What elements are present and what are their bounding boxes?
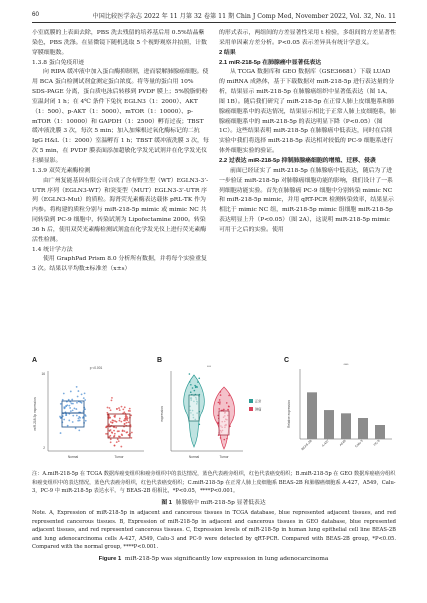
data-point (78, 416, 80, 418)
data-point (60, 432, 62, 434)
data-point (110, 421, 112, 423)
legend-swatch-tumor (249, 407, 253, 411)
figure-title-cn-text: 肺腺癌中 miR-218-5p 显著低表达 (175, 500, 266, 506)
data-point (199, 424, 201, 426)
data-point (122, 429, 124, 431)
figure-title-en (0, 556, 427, 562)
data-point (113, 415, 115, 417)
data-point (85, 415, 87, 417)
data-point (85, 420, 87, 422)
data-point (110, 409, 112, 411)
data-point (75, 408, 77, 410)
panel-c-svg (284, 359, 396, 465)
data-point (126, 431, 128, 433)
figure-title-en-text: miR-218-5p was significantly low expression in lung adenocarcinoma (124, 556, 329, 562)
figure-panel-b (157, 359, 279, 467)
data-point (124, 430, 126, 432)
data-point (116, 441, 118, 443)
data-point (72, 421, 74, 423)
data-point (76, 402, 78, 404)
data-point (84, 392, 86, 394)
data-point (83, 397, 85, 399)
data-point (72, 415, 74, 417)
data-point (68, 405, 70, 407)
data-point (118, 436, 120, 438)
panel-b-box-normal (189, 395, 199, 421)
data-point (218, 402, 220, 404)
panel-a-label: A (32, 357, 38, 364)
data-point (60, 403, 62, 405)
panel-c-label: C (284, 357, 290, 364)
data-point (78, 418, 80, 420)
data-point (84, 408, 86, 410)
data-point (110, 438, 112, 440)
data-point (111, 399, 113, 401)
data-point (72, 409, 74, 411)
data-point (127, 417, 129, 419)
data-point (228, 395, 230, 397)
legend-label-tumor: 肿瘤 (255, 407, 262, 412)
caption-cn-text: 注：A.miR-218-5p 在 TCGA 数据库癌变组织和癌旁组织中的表达情况，蓝色代表癌旁组织，红色代表癌变组织；B.miR-218-5p 在 GEO 数据库癌癌旁组织和癌变组织中的表达情况，蓝色代表癌旁组织，红色代表癌变组织；C.miR-218-5p 在正常人肺上皮细胞系 BEAS-2B 和肺腺癌细胞系 A-427，A549，Calu-3，PC-9 中 miR-218-5p 表达水平。与 BEAS-2B 组相比，*P<0.05，****P<0.001。 (32, 471, 396, 495)
panel-b-xtick-tumor: Tumor (219, 455, 229, 459)
data-point (67, 425, 69, 427)
data-point (117, 438, 119, 440)
body-paragraph: 由广州复能基因有限公司合成了含有野生型（WT）EGLN3-3’-UTR 序列（EGLN3-WT）和突变型（MUT）EGLN3-3’-UTR 序列（EGLN3-Mut）的质粒。海肾荧光素酶表达载体 pRL-TK 作为内参。将构建的质粒分别与 miR-218-5p mimic 或 mimic NC 共同转染到 PC-9 细胞中，转染试剂为 Lipofectamine 2000。转染 36 h 后，使用双荧光素酶检测试剂盒在化学发光仪上进行荧光素酶活性检测。 (32, 177, 209, 243)
data-point (126, 422, 128, 424)
panel-c-bars (300, 392, 385, 451)
page-number: 60 (32, 11, 39, 18)
data-point (118, 440, 120, 442)
data-point (105, 433, 107, 435)
data-point (122, 408, 124, 410)
figure-panel-c (284, 359, 396, 467)
panel-a-ylabel: miR-218-5p expression (33, 397, 37, 431)
figure-number-en: Figure 1 (98, 556, 122, 562)
data-point (110, 441, 112, 443)
data-point (120, 446, 122, 448)
figure-note-en (32, 509, 396, 552)
data-point (112, 422, 114, 424)
body-paragraph: 向 RIPA 缓冲液中加入蛋白酶抑制剂，进而裂解肺腺癌细胞。使用 BCA 蛋白检测试剂盒测定蛋白浓度。将等量的蛋白用 10% SDS-PAGE 分离，蛋白质电泳后转移到 PVDF 膜上；5%脱脂奶粉室温封闭 1 h；在 4℃ 条件下兔抗 EGLN3（1：2000）、AKT（1：500）、p-AKT（1：5000）、mTOR（1：10000）、p-mTOR（1：10000）和 GAPDH（1：2500）孵育过夜；TBST 缓冲液洗膜 3 次，每次 5 min；加入加辣根过氧化酶标记的二抗 IgG H&L（1：2000）室温孵育 1 h；TBST 缓冲液洗膜 3 次，每次 5 min，在 PVDF 膜表面添加超敏化学发光试剂并在化学发光仪扫描显影。 (32, 69, 209, 164)
data-point (115, 427, 117, 429)
data-point (220, 394, 222, 396)
data-point (109, 417, 111, 419)
running-header (32, 11, 396, 21)
bar (358, 418, 368, 439)
data-point (62, 399, 64, 401)
data-point (194, 390, 196, 392)
data-point (118, 407, 120, 409)
bar-category-label: BEAS-2B (300, 438, 313, 452)
data-point (125, 416, 127, 418)
panel-c-sig: **** (343, 363, 349, 367)
subsection-heading: 2.1 miR-218-5p 在肺腺癌中显著低表达 (219, 59, 322, 66)
data-point (192, 387, 194, 389)
figure-note-cn (32, 470, 396, 496)
header-rule (32, 22, 396, 23)
data-point (71, 403, 73, 405)
data-point (128, 421, 130, 423)
panel-b-ylabel: expression (160, 406, 164, 422)
panel-b-label: B (157, 357, 163, 364)
data-point (129, 408, 131, 410)
figure-panel-a (32, 359, 150, 467)
data-point (111, 397, 113, 399)
data-point (226, 402, 228, 404)
data-point (69, 407, 71, 409)
bar (341, 413, 351, 439)
data-point (106, 412, 108, 414)
data-point (116, 408, 118, 410)
panel-a-svg (32, 359, 150, 465)
data-point (63, 393, 65, 395)
data-point (130, 414, 132, 416)
panel-c-ylabel: Relative expression (287, 400, 291, 428)
data-point (79, 420, 81, 422)
bar-category-label: A549 (338, 438, 347, 447)
data-point (223, 409, 225, 411)
data-point (124, 406, 126, 408)
data-point (198, 378, 200, 380)
data-point (114, 433, 116, 435)
data-point (189, 373, 191, 375)
panel-a-ytick-max: 16 (41, 372, 45, 376)
section-heading: 1.3.9 双荧光素酶检测 (32, 167, 91, 174)
data-point (123, 411, 125, 413)
bar-category-label: PC-9 (372, 438, 381, 447)
data-point (65, 414, 67, 416)
data-point (131, 437, 133, 439)
body-paragraph-continued: 的形式表示，两组间的方差显著性采用 t 检验，多组间的方差显著性采用单因素方差分析。P<0.05 表示差异具有统计学意义。 (219, 30, 396, 46)
data-point (117, 430, 119, 432)
data-point (226, 438, 228, 440)
bar (324, 410, 334, 439)
section-heading: 1.4 统计学方法 (32, 246, 73, 253)
data-point (219, 401, 221, 403)
data-point (121, 434, 123, 436)
data-point (190, 391, 192, 393)
data-point (197, 381, 199, 383)
data-point (108, 424, 110, 426)
subsection-heading: 2.2 过表达 miR-218-5p 抑制肺腺癌细胞的增殖、迁移、侵袭 (219, 157, 376, 164)
data-point (119, 420, 121, 422)
panel-a-xtick-normal: Normal (67, 455, 79, 459)
data-point (220, 437, 222, 439)
data-point (223, 439, 225, 441)
data-point (109, 407, 111, 409)
data-point (113, 420, 115, 422)
legend-label-normal: 正常 (255, 399, 262, 404)
data-point (119, 409, 121, 411)
data-point (124, 423, 126, 425)
body-paragraph: 从 TCGA 数据库和 GEO 数据库（GSE36681）下载 LUAD 的 miRNA 成熟体，基于下载数据对 miR-218-5p 进行表达量的分析，结果显示 miR-218-5p 在肺腺癌组织中显著低表达（图 1A、图 1B）。随后我们研究了 miR-218-5p 在正常人肺上皮细胞系和肺腺癌细胞系中的表达情况，结果显示相比于正常人肺上皮细胞系，肺腺癌细胞系中的 miR-218-5p 的表达明显下降（P<0.05）（图 1C）。这些结果表明 miR-218-5p 在肺腺癌中低表达，同时在后续实验中我们将选择 miR-218-5p 表达相对较低的 PC-9 细胞系进行体外细胞实验的验证。 (219, 69, 396, 155)
data-point (190, 384, 192, 386)
data-point (113, 430, 115, 432)
panel-a-p-label: p <0.001 (89, 366, 103, 370)
data-point (107, 407, 109, 409)
data-point (114, 445, 116, 447)
data-point (78, 390, 80, 392)
data-point (71, 399, 73, 401)
data-point (76, 386, 78, 388)
data-point (128, 410, 130, 412)
panel-a-ytick-min: 2 (43, 446, 45, 450)
data-point (78, 429, 80, 431)
data-point (220, 391, 222, 393)
data-point (131, 432, 133, 434)
bar-category-label: A-427 (320, 438, 330, 448)
data-point (120, 421, 122, 423)
right-column (219, 29, 396, 236)
data-point (228, 406, 230, 408)
data-point (229, 425, 231, 427)
panel-b-svg (157, 359, 279, 465)
panel-b-xtick-normal: Normal (188, 455, 200, 459)
section-heading: 2 结果 (219, 49, 236, 56)
bar-category-label: Calu-3 (354, 438, 364, 449)
data-point (60, 417, 62, 419)
left-column (32, 29, 209, 275)
bar (375, 425, 385, 439)
data-point (74, 407, 76, 409)
data-point (68, 399, 70, 401)
figure-number-cn: 图 1 (161, 500, 172, 506)
data-point (77, 420, 79, 422)
body-paragraph: 使用 GraphPad Prism 8.0 分析所有数据，并将每个实验重复 3 次。结果以平均数±标准差（x±s） (32, 256, 207, 273)
data-point (219, 399, 221, 401)
data-point (111, 432, 113, 434)
legend-swatch-normal (249, 399, 253, 403)
data-point (121, 406, 123, 408)
data-point (219, 403, 221, 405)
data-point (68, 420, 70, 422)
data-point (81, 393, 83, 395)
data-point (65, 405, 67, 407)
bar (307, 392, 317, 439)
panel-b-box-tumor (219, 411, 229, 435)
data-point (63, 406, 65, 408)
data-point (227, 409, 229, 411)
data-point (76, 415, 78, 417)
data-point (109, 430, 111, 432)
data-point (189, 381, 191, 383)
data-point (116, 421, 118, 423)
section-heading: 1.3.8 蛋白免疫印迹 (32, 59, 85, 66)
data-point (70, 391, 72, 393)
data-point (84, 399, 86, 401)
data-point (79, 401, 81, 403)
data-point (108, 436, 110, 438)
data-point (77, 396, 79, 398)
data-point (114, 435, 116, 437)
data-point (75, 427, 77, 429)
data-point (119, 418, 121, 420)
body-paragraph: 前面已经证实了 miR-218-5p 在肺腺癌中低表达，随后为了进一步验证 miR-218-5p 对肺腺癌细胞功能的影响，我们设计了一系列细胞功能实验。首先在肺腺癌 PC-9 细胞中分别转染 mimic NC 和 miR-218-5p mimic，并用 qRT-PCR 检测转染效率，结果显示相比于 mimic NC 组，miR-218-5p mimic 组细胞 miR-218-5p 表达明显上升（P<0.05）（图 2A），这说明 miR-218-5p mimic 可用于之后的实验。使用 (219, 167, 394, 233)
data-point (196, 386, 198, 388)
data-point (63, 419, 65, 421)
data-point (105, 426, 107, 428)
data-point (218, 408, 220, 410)
panel-b-sig: *** (207, 365, 211, 369)
data-point (126, 419, 128, 421)
data-point (70, 410, 72, 412)
figure-title-cn (0, 497, 427, 506)
body-paragraph-continued: 小室底膜的上表面去除，PBS 洗去残留的培养基后用 0.5%结晶紫染色，PBS 洗涤。在显微镜下随机选取 5 个视野观察并拍照，计数穿膜细胞数。 (32, 30, 207, 56)
data-point (124, 420, 126, 422)
caption-en-text: Note. A, Expression of miR-218-5p in adjacent and cancerous tissues in TCGA database, blue represented adjacent tissues, and red represented cancerous tissues. B, Expression of miR-218-5p in adjacent and cancerous tissues in GEO database, blue represented adjacent tissues, and red represented cancerous tissues. C, Expression levels of miR-218-5p in human lung epithelial cell line BEAS-2B and lung adenocarcinoma cells A-427, A549, Calu-3 and PC-9 were detected by qRT-PCR. Compared with BEAS-2B group, *P<0.05. Compared with the normal group, ****P<0.001. (32, 510, 396, 551)
journal-title: 中国比较医学杂志 2022 年 11 月第 32 卷第 11 期 Chin J Comp Med, November 2022, Vol. 32, No. 11 (92, 13, 396, 20)
panel-a-xtick-tumor: Tumor (114, 455, 124, 459)
data-point (195, 387, 197, 389)
